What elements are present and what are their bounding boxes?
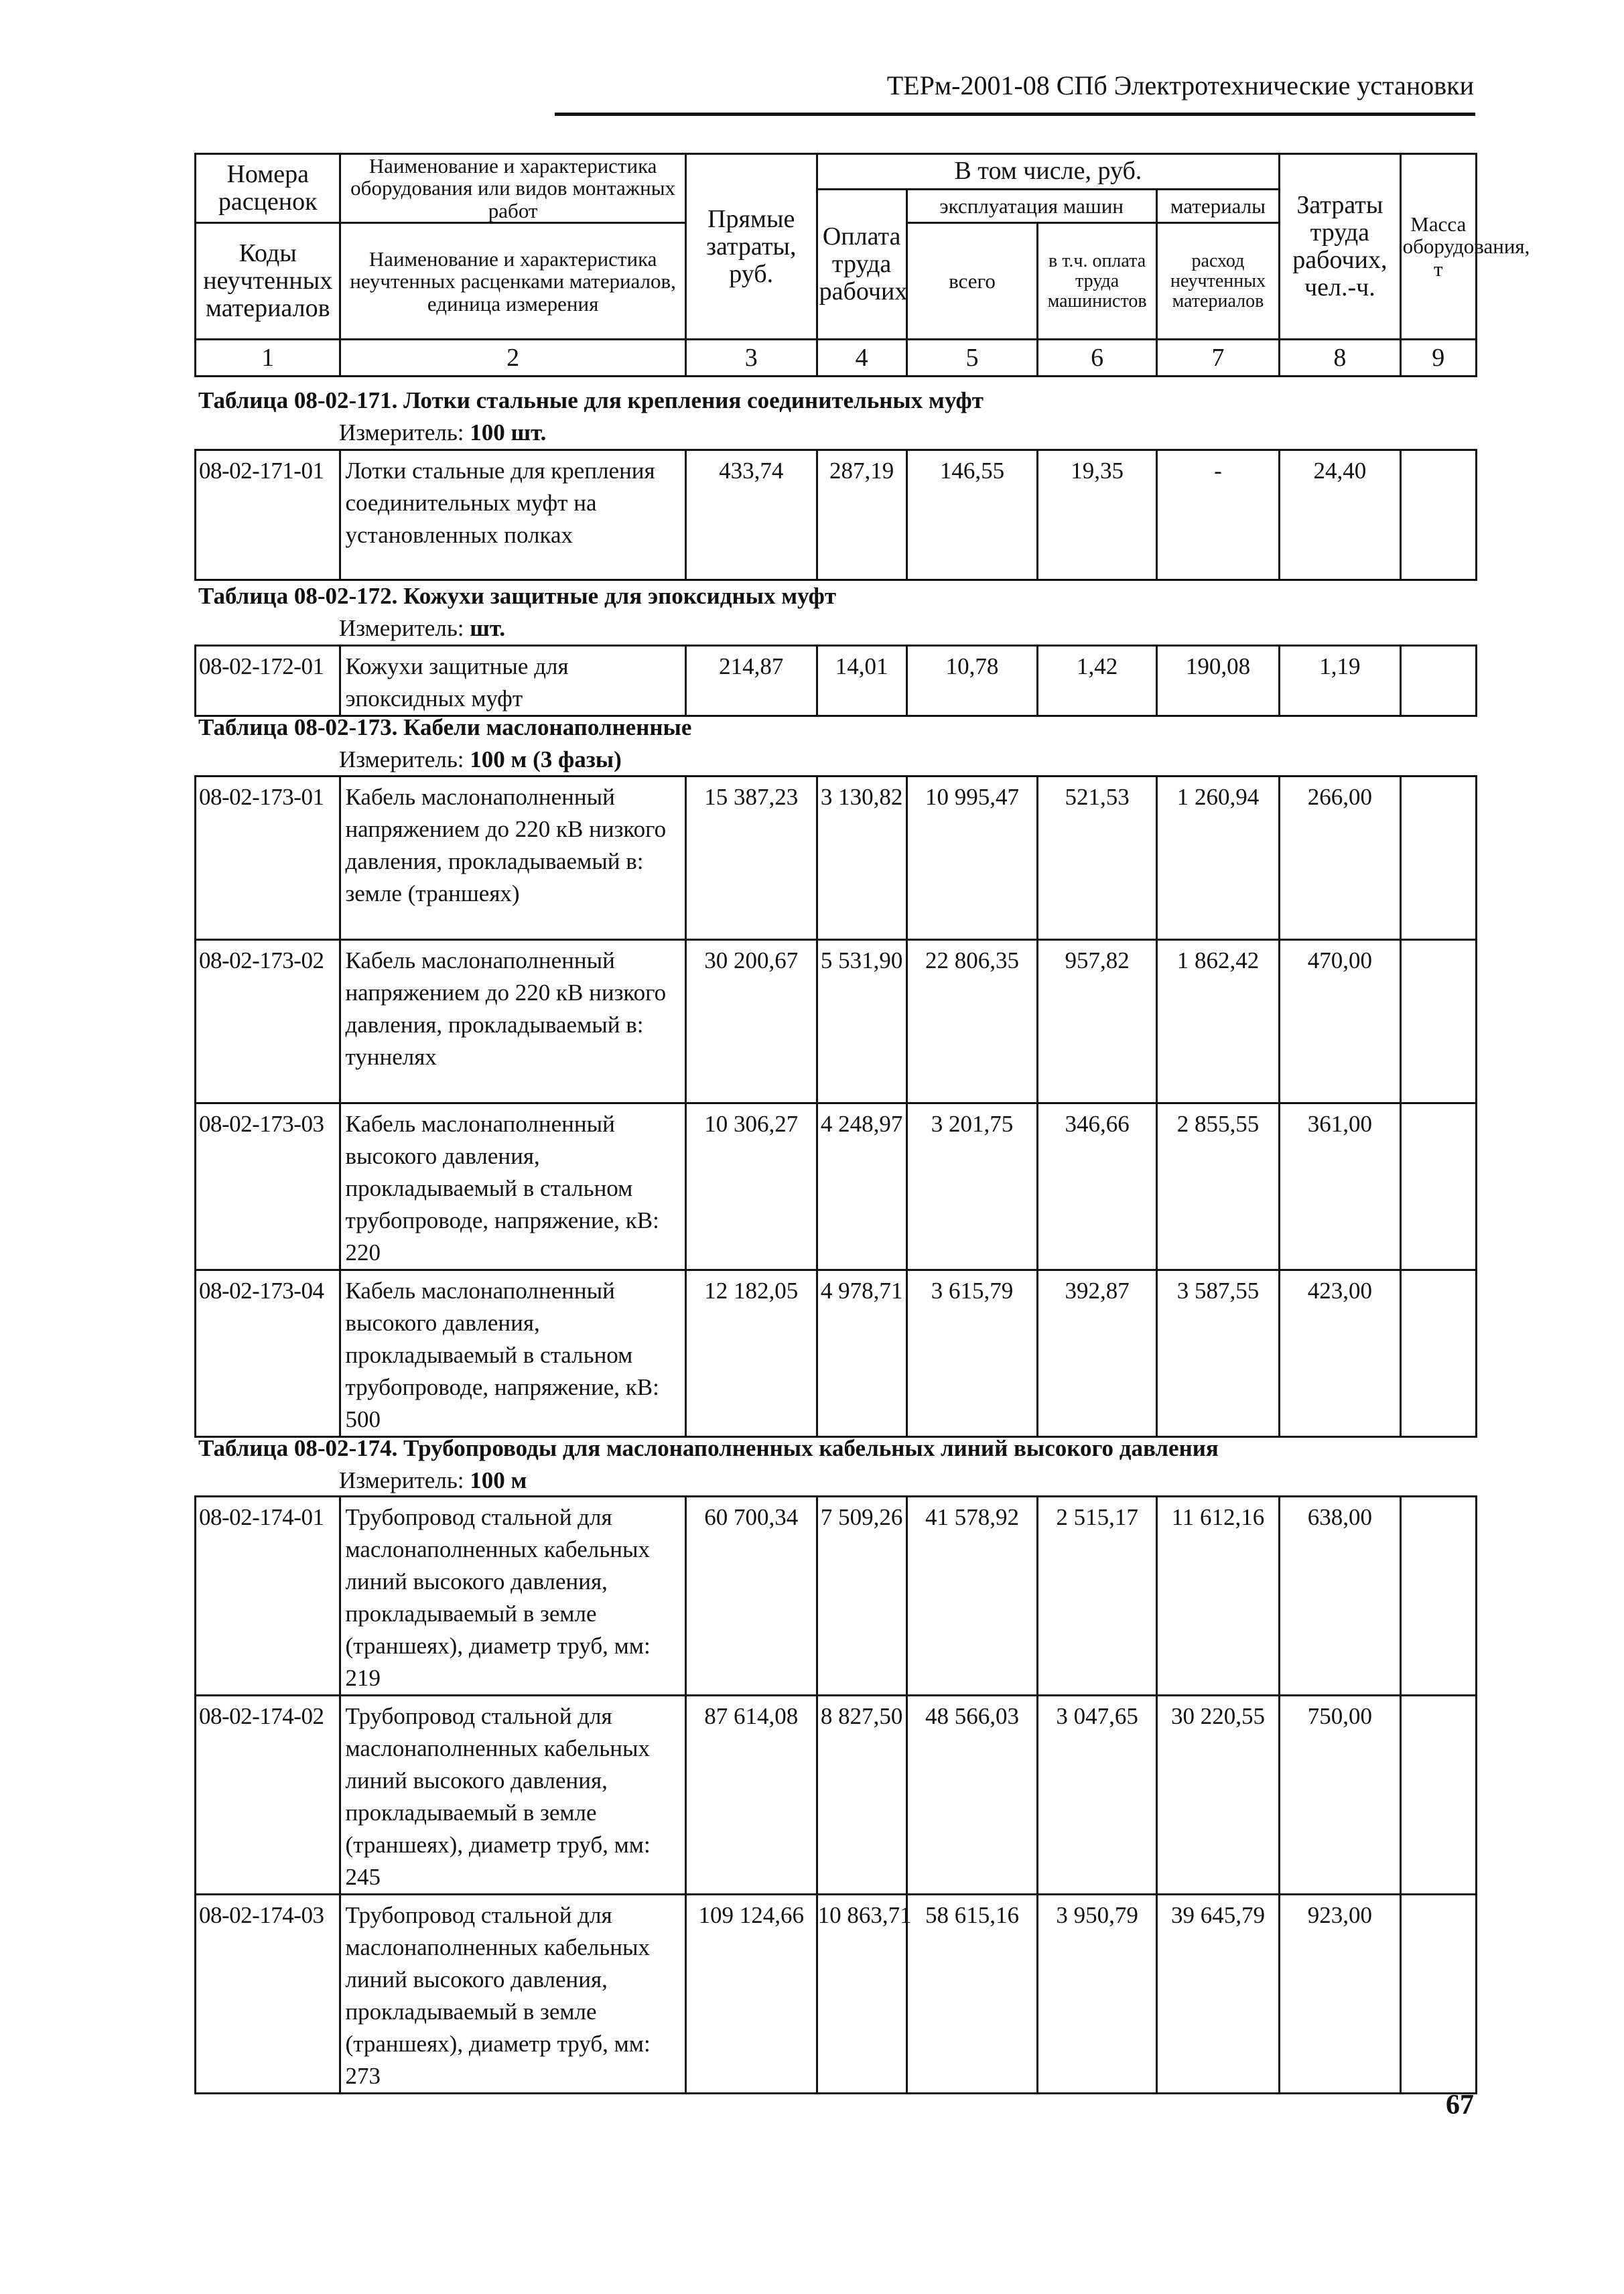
direct-costs-value: 30 200,67 <box>685 940 817 1103</box>
labor-costs-value: 1,19 <box>1280 646 1400 716</box>
header-machines: эксплуатация машин <box>906 190 1156 223</box>
rate-name: Кабель маслонаполненный напряжением до 220 кВ низкого давления, прокладываемый в: туннелях <box>340 940 685 1103</box>
mass-value <box>1400 450 1476 580</box>
table-row <box>196 450 1477 580</box>
mass-value <box>1400 1270 1476 1437</box>
mass-value <box>1400 1696 1476 1895</box>
header-codes-bottom: Коды неучтенных материалов <box>196 223 340 340</box>
header-rule <box>555 113 1475 116</box>
header-col-number: 6 <box>1038 340 1156 377</box>
rate-name: Кабель маслонаполненный высокого давления, прокладываемый в стальном трубопроводе, напряжение, кВ: 220 <box>340 1103 685 1270</box>
direct-costs-value: 60 700,34 <box>685 1497 817 1696</box>
rate-code: 08-02-171-01 <box>196 450 340 580</box>
header-wages: Оплата труда рабочих <box>817 190 906 340</box>
machines-total-value: 10,78 <box>906 646 1038 716</box>
machinist-wages-value: 957,82 <box>1038 940 1156 1103</box>
machinist-wages-value: 1,42 <box>1038 646 1156 716</box>
header-col-number: 3 <box>685 340 817 377</box>
direct-costs-value: 433,74 <box>685 450 817 580</box>
section-unit <box>339 419 546 446</box>
table-row <box>196 1497 1477 1696</box>
unit-value: 100 шт. <box>470 419 547 446</box>
machines-total-value: 22 806,35 <box>906 940 1038 1103</box>
labor-costs-value: 423,00 <box>1280 1270 1400 1437</box>
unit-label: Измеритель: <box>339 746 464 772</box>
unit-label: Измеритель: <box>339 419 464 446</box>
rate-code: 08-02-174-01 <box>196 1497 340 1696</box>
mass-value <box>1400 646 1476 716</box>
header-col-number: 8 <box>1280 340 1400 377</box>
labor-costs-value: 638,00 <box>1280 1497 1400 1696</box>
mass-value <box>1400 940 1476 1103</box>
labor-costs-value: 361,00 <box>1280 1103 1400 1270</box>
header-name-top: Наименование и характеристика оборудования или видов монтажных работ <box>340 154 685 223</box>
wages-value: 14,01 <box>817 646 906 716</box>
header-name-bottom: Наименование и характеристика неучтенных расценками материалов, единица измерения <box>340 223 685 340</box>
materials-value: 3 587,55 <box>1156 1270 1279 1437</box>
section-table <box>194 1495 1477 2094</box>
machines-total-value: 146,55 <box>906 450 1038 580</box>
section-unit <box>339 615 505 642</box>
direct-costs-value: 15 387,23 <box>685 777 817 940</box>
header-col-number: 9 <box>1400 340 1476 377</box>
machines-total-value: 48 566,03 <box>906 1696 1038 1895</box>
unit-value: 100 м (3 фазы) <box>470 746 622 772</box>
unit-value: шт. <box>470 615 506 641</box>
header-materials: материалы <box>1156 190 1279 223</box>
table-row <box>196 646 1477 716</box>
wages-value: 10 863,71 <box>817 1895 906 2094</box>
section-table <box>194 645 1477 717</box>
machinist-wages-value: 521,53 <box>1038 777 1156 940</box>
header-equipment-mass: Масса оборудования, т <box>1400 154 1476 340</box>
table-row <box>196 1103 1477 1270</box>
section-title: Таблица 08-02-174. Трубопроводы для маслонаполненных кабельных линий высокого давления <box>198 1435 1219 1461</box>
header-machines-total: всего <box>906 223 1038 340</box>
wages-value: 3 130,82 <box>817 777 906 940</box>
machinist-wages-value: 3 047,65 <box>1038 1696 1156 1895</box>
materials-value: 1 862,42 <box>1156 940 1279 1103</box>
mass-value <box>1400 777 1476 940</box>
materials-value: 11 612,16 <box>1156 1497 1279 1696</box>
running-header-title: ТЕРм-2001-08 СПб Электротехнические установки <box>886 70 1474 100</box>
wages-value: 5 531,90 <box>817 940 906 1103</box>
header-machinist-wages: в т.ч. оплата труда машинистов <box>1038 223 1156 340</box>
page-number: 67 <box>1446 2090 1474 2120</box>
labor-costs-value: 470,00 <box>1280 940 1400 1103</box>
machinist-wages-value: 346,66 <box>1038 1103 1156 1270</box>
rate-code: 08-02-173-02 <box>196 940 340 1103</box>
materials-value: 39 645,79 <box>1156 1895 1279 2094</box>
labor-costs-value: 24,40 <box>1280 450 1400 580</box>
mass-value <box>1400 1895 1476 2094</box>
section-title: Таблица 08-02-172. Кожухи защитные для эпоксидных муфт <box>198 583 837 609</box>
header-col-number: 5 <box>906 340 1038 377</box>
wages-value: 4 248,97 <box>817 1103 906 1270</box>
rate-code: 08-02-172-01 <box>196 646 340 716</box>
header-col-number: 4 <box>817 340 906 377</box>
table-row <box>196 1270 1477 1437</box>
section-table <box>194 449 1477 581</box>
machinist-wages-value: 392,87 <box>1038 1270 1156 1437</box>
header-group-in-total: В том числе, руб. <box>817 154 1280 190</box>
table-row <box>196 1696 1477 1895</box>
rate-code: 08-02-173-01 <box>196 777 340 940</box>
materials-value: 30 220,55 <box>1156 1696 1279 1895</box>
header-unaccounted-materials: расход неучтенных материалов <box>1156 223 1279 340</box>
rate-name: Трубопровод стальной для маслонаполненных кабельных линий высокого давления, прокладываемый в земле (траншеях), диаметр труб, мм: 219 <box>340 1497 685 1696</box>
header-labor-costs: Затраты труда рабочих, чел.-ч. <box>1280 154 1400 340</box>
machines-total-value: 10 995,47 <box>906 777 1038 940</box>
mass-value <box>1400 1497 1476 1696</box>
section-title: Таблица 08-02-171. Лотки стальные для крепления соединительных муфт <box>198 387 984 413</box>
unit-label: Измеритель: <box>339 615 464 641</box>
section-title: Таблица 08-02-173. Кабели маслонаполненные <box>198 714 692 740</box>
table-row <box>196 777 1477 940</box>
rate-code: 08-02-174-02 <box>196 1696 340 1895</box>
materials-value: - <box>1156 450 1279 580</box>
machinist-wages-value: 19,35 <box>1038 450 1156 580</box>
unit-value: 100 м <box>470 1467 527 1493</box>
header-col-number: 2 <box>340 340 685 377</box>
rate-name: Кабель маслонаполненный напряжением до 220 кВ низкого давления, прокладываемый в: земле (траншеях) <box>340 777 685 940</box>
wages-value: 287,19 <box>817 450 906 580</box>
direct-costs-value: 109 124,66 <box>685 1895 817 2094</box>
materials-value: 190,08 <box>1156 646 1279 716</box>
labor-costs-value: 266,00 <box>1280 777 1400 940</box>
rate-name: Кабель маслонаполненный высокого давления, прокладываемый в стальном трубопроводе, напряжение, кВ: 500 <box>340 1270 685 1437</box>
direct-costs-value: 12 182,05 <box>685 1270 817 1437</box>
wages-value: 4 978,71 <box>817 1270 906 1437</box>
machines-total-value: 3 615,79 <box>906 1270 1038 1437</box>
wages-value: 7 509,26 <box>817 1497 906 1696</box>
header-col-number: 1 <box>196 340 340 377</box>
wages-value: 8 827,50 <box>817 1696 906 1895</box>
rate-name: Лотки стальные для крепления соединительных муфт на установленных полках <box>340 450 685 580</box>
rate-code: 08-02-173-04 <box>196 1270 340 1437</box>
mass-value <box>1400 1103 1476 1270</box>
direct-costs-value: 214,87 <box>685 646 817 716</box>
direct-costs-value: 10 306,27 <box>685 1103 817 1270</box>
rate-name: Трубопровод стальной для маслонаполненных кабельных линий высокого давления, прокладываемый в земле (траншеях), диаметр труб, мм: 245 <box>340 1696 685 1895</box>
section-unit <box>339 1467 527 1494</box>
table-header <box>194 153 1530 377</box>
labor-costs-value: 923,00 <box>1280 1895 1400 2094</box>
machinist-wages-value: 3 950,79 <box>1038 1895 1156 2094</box>
header-direct-costs: Прямые затраты, руб. <box>685 154 817 340</box>
unit-label: Измеритель: <box>339 1467 464 1493</box>
header-codes-top: Номера расценок <box>196 154 340 223</box>
section-table <box>194 775 1477 1438</box>
rate-code: 08-02-173-03 <box>196 1103 340 1270</box>
machines-total-value: 3 201,75 <box>906 1103 1038 1270</box>
rate-name: Трубопровод стальной для маслонаполненных кабельных линий высокого давления, прокладываемый в земле (траншеях), диаметр труб, мм: 273 <box>340 1895 685 2094</box>
rate-name: Кожухи защитные для эпоксидных муфт <box>340 646 685 716</box>
rate-code: 08-02-174-03 <box>196 1895 340 2094</box>
table-row <box>196 1895 1477 2094</box>
header-col-number: 7 <box>1156 340 1279 377</box>
machines-total-value: 41 578,92 <box>906 1497 1038 1696</box>
machines-total-value: 58 615,16 <box>906 1895 1038 2094</box>
materials-value: 1 260,94 <box>1156 777 1279 940</box>
materials-value: 2 855,55 <box>1156 1103 1279 1270</box>
machinist-wages-value: 2 515,17 <box>1038 1497 1156 1696</box>
table-row <box>196 940 1477 1103</box>
section-unit <box>339 746 622 773</box>
labor-costs-value: 750,00 <box>1280 1696 1400 1895</box>
direct-costs-value: 87 614,08 <box>685 1696 817 1895</box>
